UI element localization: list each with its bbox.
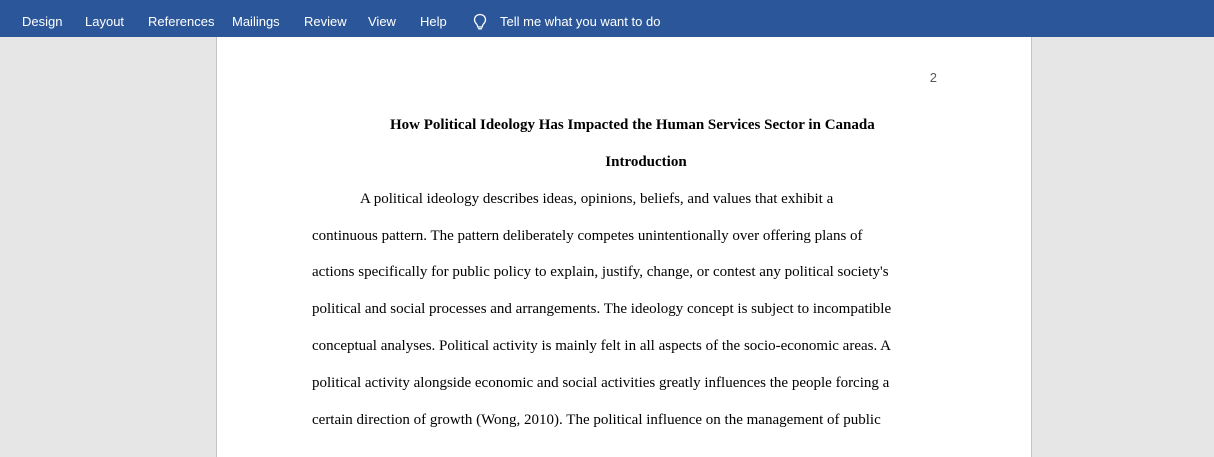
page-number: 2	[929, 70, 937, 85]
paragraph-line: conceptual analyses. Political activity is mainly felt in all aspects of the socio-economic areas. A	[312, 338, 891, 354]
tell-me-label: Tell me what you want to do	[500, 14, 661, 29]
paragraph-line: A political ideology describes ideas, opinions, beliefs, and values that exhibit a	[360, 191, 834, 207]
document-title: How Political Ideology Has Impacted the Human Services Sector in Canada	[390, 117, 875, 133]
tab-mailings[interactable]: Mailings	[232, 14, 280, 29]
tab-layout[interactable]: Layout	[85, 14, 125, 29]
tab-design[interactable]: Design	[22, 14, 63, 29]
section-heading: Introduction	[605, 154, 687, 170]
tab-review[interactable]: Review	[304, 14, 347, 29]
paragraph-line: continuous pattern. The pattern deliberately competes unintentionally over offering plans of	[312, 228, 863, 244]
paragraph-line: certain direction of growth (Wong, 2010). The political influence on the management of public	[312, 412, 881, 428]
ribbon-bar	[0, 0, 1214, 37]
document-canvas	[0, 37, 1214, 443]
tab-help[interactable]: Help	[420, 14, 447, 29]
paragraph-line: actions specifically for public policy to explain, justify, change, or contest any political society's	[312, 264, 889, 280]
tell-me-search[interactable]	[472, 0, 660, 37]
paragraph-line: political and social processes and arrangements. The ideology concept is subject to incompatible	[312, 301, 892, 317]
paragraph-line: political activity alongside economic and social activities greatly influences the people forcing a	[312, 375, 890, 391]
lightbulb-icon	[472, 13, 488, 31]
tab-view[interactable]: View	[368, 14, 396, 29]
document-page[interactable]	[216, 37, 1032, 457]
tab-references[interactable]: References	[148, 14, 215, 29]
